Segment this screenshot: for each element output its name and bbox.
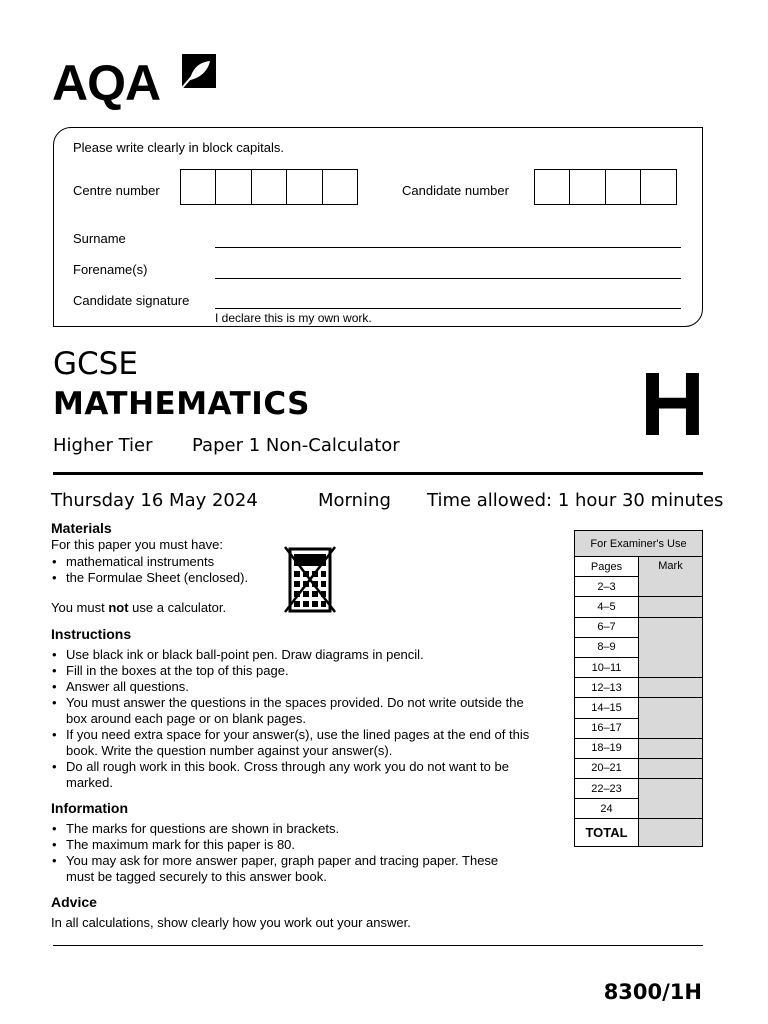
advice-heading: Advice bbox=[51, 894, 97, 910]
table-row: 22–23 bbox=[575, 779, 639, 799]
pages-column-header: Pages bbox=[575, 557, 639, 577]
centre-digit-box[interactable] bbox=[180, 169, 216, 205]
table-row: 4–5 bbox=[575, 597, 639, 617]
list-item: • Fill in the boxes at the top of this page. bbox=[51, 663, 541, 679]
calculator-notice: You must not use a calculator. bbox=[51, 600, 227, 615]
advice-text: In all calculations, show clearly how you work out your answer. bbox=[51, 915, 411, 930]
subject-title: MATHEMATICS bbox=[53, 386, 310, 422]
forename-field[interactable] bbox=[215, 278, 681, 279]
total-label: TOTAL bbox=[575, 819, 639, 847]
centre-digit-box[interactable] bbox=[322, 169, 358, 205]
title-divider bbox=[53, 472, 703, 475]
tier-letter: H bbox=[640, 355, 705, 455]
centre-number-label: Centre number bbox=[73, 183, 160, 198]
table-row: 20–21 bbox=[575, 758, 639, 778]
exam-date: Thursday 16 May 2024 bbox=[51, 490, 258, 511]
qualification-title: GCSE bbox=[53, 346, 138, 382]
examiner-use-table bbox=[574, 530, 703, 847]
mark-cell[interactable] bbox=[639, 597, 703, 617]
list-item: • the Formulae Sheet (enclosed). bbox=[51, 570, 291, 586]
list-item: • mathematical instruments bbox=[51, 554, 291, 570]
information-list bbox=[51, 821, 511, 885]
table-row: 6–7 bbox=[575, 617, 639, 637]
block-capitals-instruction: Please write clearly in block capitals. bbox=[73, 140, 284, 155]
signature-label: Candidate signature bbox=[73, 293, 190, 308]
tier-label: Higher Tier bbox=[53, 435, 153, 456]
table-row: 8–9 bbox=[575, 637, 639, 657]
table-row: 24 bbox=[575, 799, 639, 819]
instructions-heading: Instructions bbox=[51, 626, 132, 642]
mark-cell[interactable] bbox=[639, 738, 703, 758]
candidate-digit-box[interactable] bbox=[534, 169, 570, 205]
exam-session: Morning bbox=[318, 490, 391, 511]
list-item: • You must answer the questions in the spaces provided. Do not write outside the box around each page or on blank pages. bbox=[51, 695, 541, 727]
candidate-number-boxes[interactable] bbox=[535, 169, 677, 205]
aqa-leaf-icon bbox=[182, 54, 216, 88]
time-allowed: Time allowed: 1 hour 30 minutes bbox=[427, 490, 724, 511]
table-row: 2–3 bbox=[575, 577, 639, 597]
paper-code: 8300/1H bbox=[603, 980, 702, 1004]
surname-label: Surname bbox=[73, 231, 126, 246]
centre-number-boxes[interactable] bbox=[181, 169, 358, 205]
list-item: • You may ask for more answer paper, graph paper and tracing paper. These must be tagged securely to this answer book. bbox=[51, 853, 511, 885]
mark-cell[interactable] bbox=[639, 758, 703, 778]
centre-digit-box[interactable] bbox=[286, 169, 322, 205]
information-heading: Information bbox=[51, 800, 128, 816]
list-item: • The maximum mark for this paper is 80. bbox=[51, 837, 511, 853]
mark-cell[interactable] bbox=[639, 779, 703, 819]
centre-digit-box[interactable] bbox=[251, 169, 287, 205]
candidate-digit-box[interactable] bbox=[640, 169, 676, 205]
candidate-details-box bbox=[53, 127, 703, 327]
materials-heading: Materials bbox=[51, 520, 112, 536]
list-item: • Answer all questions. bbox=[51, 679, 541, 695]
centre-digit-box[interactable] bbox=[215, 169, 251, 205]
candidate-digit-box[interactable] bbox=[605, 169, 641, 205]
mark-cell[interactable] bbox=[639, 617, 703, 678]
table-row: 14–15 bbox=[575, 698, 639, 718]
forename-label: Forename(s) bbox=[73, 262, 148, 277]
instructions-list bbox=[51, 647, 541, 791]
mark-cell[interactable] bbox=[639, 698, 703, 738]
list-item: • If you need extra space for your answer(s), use the lined pages at the end of this book. Write the question number against your answer(s). bbox=[51, 727, 541, 759]
surname-field[interactable] bbox=[215, 247, 681, 248]
list-item: • The marks for questions are shown in brackets. bbox=[51, 821, 511, 837]
list-item: • Use black ink or black ball-point pen. Draw diagrams in pencil. bbox=[51, 647, 541, 663]
table-row: 10–11 bbox=[575, 657, 639, 677]
declaration-text: I declare this is my own work. bbox=[215, 311, 372, 325]
table-row: 16–17 bbox=[575, 718, 639, 738]
paper-label: Paper 1 Non-Calculator bbox=[192, 435, 400, 456]
table-row: 18–19 bbox=[575, 738, 639, 758]
no-calculator-icon bbox=[284, 546, 336, 614]
table-row: 12–13 bbox=[575, 678, 639, 698]
candidate-number-label: Candidate number bbox=[402, 183, 509, 198]
materials-list bbox=[51, 554, 291, 586]
materials-intro: For this paper you must have: bbox=[51, 537, 223, 552]
mark-cell[interactable] bbox=[639, 678, 703, 698]
mark-column-header: Mark bbox=[639, 557, 703, 597]
footer-divider bbox=[53, 945, 703, 946]
examiner-table-title: For Examiner's Use bbox=[575, 531, 703, 557]
list-item: • Do all rough work in this book. Cross through any work you do not want to be marked. bbox=[51, 759, 541, 791]
signature-field[interactable] bbox=[215, 308, 681, 309]
logo-text: AQA bbox=[52, 55, 161, 111]
aqa-logo bbox=[52, 54, 222, 114]
total-mark-cell[interactable] bbox=[639, 819, 703, 847]
candidate-digit-box[interactable] bbox=[569, 169, 605, 205]
